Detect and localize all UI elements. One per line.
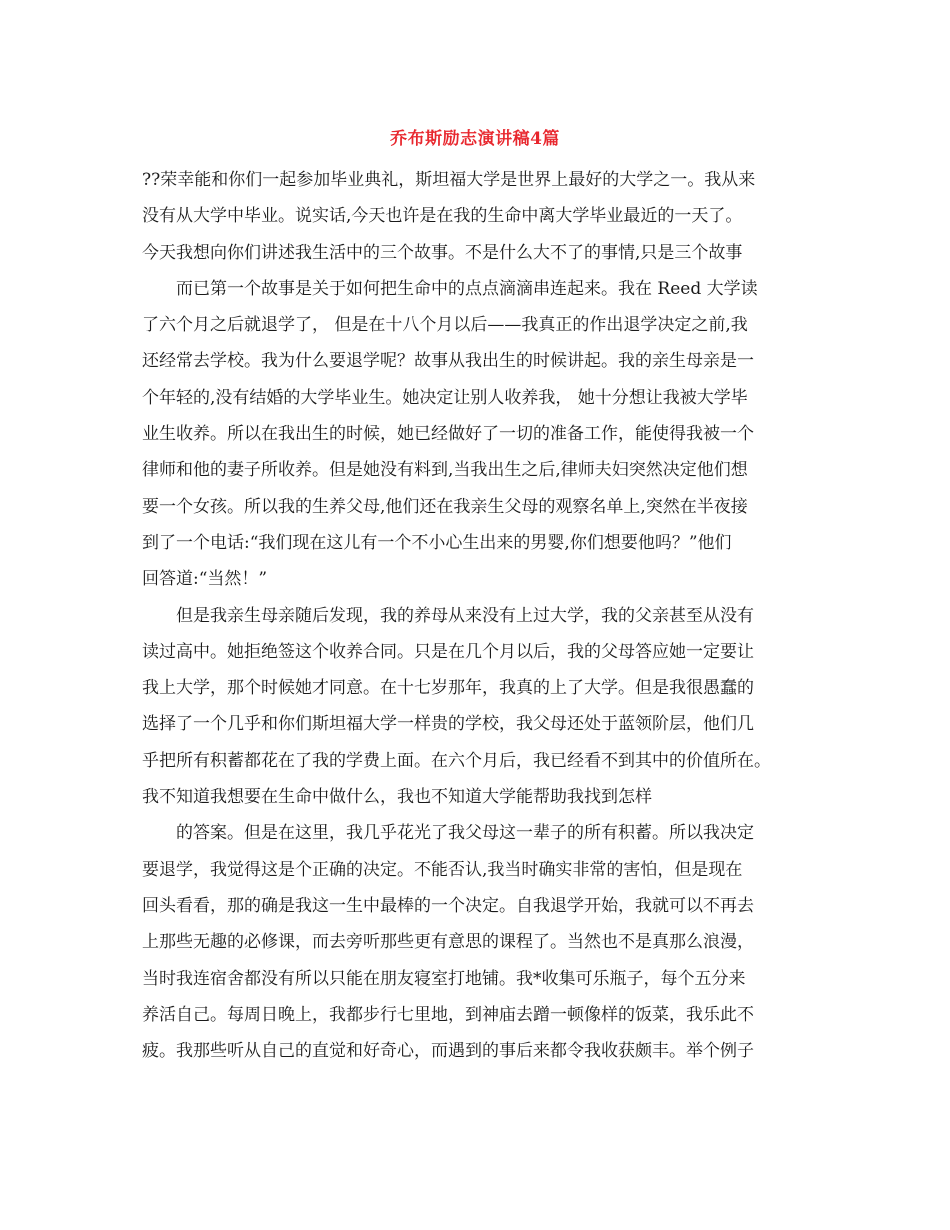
text-line: 的答案。但是在这里，我几乎花光了我父母这一辈子的所有积蓄。所以我决定 [176,823,754,844]
paragraph [142,271,828,598]
text-line: 到了一个电话:“我们现在这儿有一个不小心生出来的男婴,你们想要他吗？”他们 [142,532,732,553]
text-line: ??荣幸能和你们一起参加毕业典礼，斯坦福大学是世界上最好的大学之一。我从来 [142,170,756,190]
text-line: 律师和他的妻子所收养。但是她没有料到,当我出生之后,律师夫妇突然决定他们想 [142,460,748,481]
text-line: 个年轻的,没有结婚的大学毕业生。她决定让别人收养我， 她十分想让我被大学毕 [142,387,748,408]
text-line: 选择了一个几乎和你们斯坦福大学一样贵的学校，我父母还处于蓝领阶层，他们几 [142,714,754,735]
text-line: 读过高中。她拒绝签这个收养合同。只是在几个月以后，我的父母答应她一定要让 [142,641,754,662]
text-line: 了六个月之后就退学了， 但是在十八个月以后——我真正的作出退学决定之前,我 [142,315,748,336]
paragraph [142,815,828,1069]
text-line: 业生收养。所以在我出生的时候，她已经做好了一切的准备工作，能使得我被一个 [142,424,754,445]
text-line: 我上大学，那个时候她才同意。在十七岁那年，我真的上了大学。但是我很愚蠢的 [142,678,754,699]
document-body [142,162,828,1069]
text-line: 要一个女孩。所以我的生养父母,他们还在我亲生父母的观察名单上,突然在半夜接 [142,496,748,517]
text-line: 还经常去学校。我为什么要退学呢？故事从我出生的时候讲起。我的亲生母亲是一 [142,351,754,372]
text-line: 疲。我那些听从自己的直觉和好奇心，而遇到的事后来都令我收获颇丰。举个例子 [142,1041,754,1062]
paragraph [142,162,828,271]
text-line: 当时我连宿舍都没有所以只能在朋友寝室打地铺。我*收集可乐瓶子，每个五分来 [142,968,746,989]
text-line: 上那些无趣的必修课，而去旁听那些更有意思的课程了。当然也不是真那么浪漫， [142,932,754,953]
text-line: 要退学，我觉得这是个正确的决定。不能否认,我当时确实非常的害怕，但是现在 [142,859,743,880]
paragraph [142,598,828,816]
text-line: 没有从大学中毕业。说实话,今天也许是在我的生命中离大学毕业最近的一天了。 [142,206,743,227]
document-title: 乔布斯励志演讲稿4篇 [390,129,560,149]
text-line: 而已第一个故事是关于如何把生命中的点点滴滴串连起来。我在 Reed 大学读 [176,278,758,299]
text-line: 我不知道我想要在生命中做什么，我也不知道大学能帮助我找到怎样 [142,787,652,808]
text-line: 回答道:“当然！” [142,569,268,590]
text-line: 但是我亲生母亲随后发现，我的养母从来没有上过大学，我的父亲甚至从没有 [176,605,754,626]
text-line: 乎把所有积蓄都花在了我的学费上面。在六个月后，我已经看不到其中的价值所在。 [142,750,771,771]
text-line: 养活自己。每周日晚上，我都步行七里地，到神庙去蹭一顿像样的饭菜，我乐此不 [142,1004,754,1025]
text-line: 回头看看，那的确是我这一生中最棒的一个决定。自我退学开始，我就可以不再去 [142,895,754,916]
text-line: 今天我想向你们讲述我生活中的三个故事。不是什么大不了的事情,只是三个故事 [142,242,743,263]
